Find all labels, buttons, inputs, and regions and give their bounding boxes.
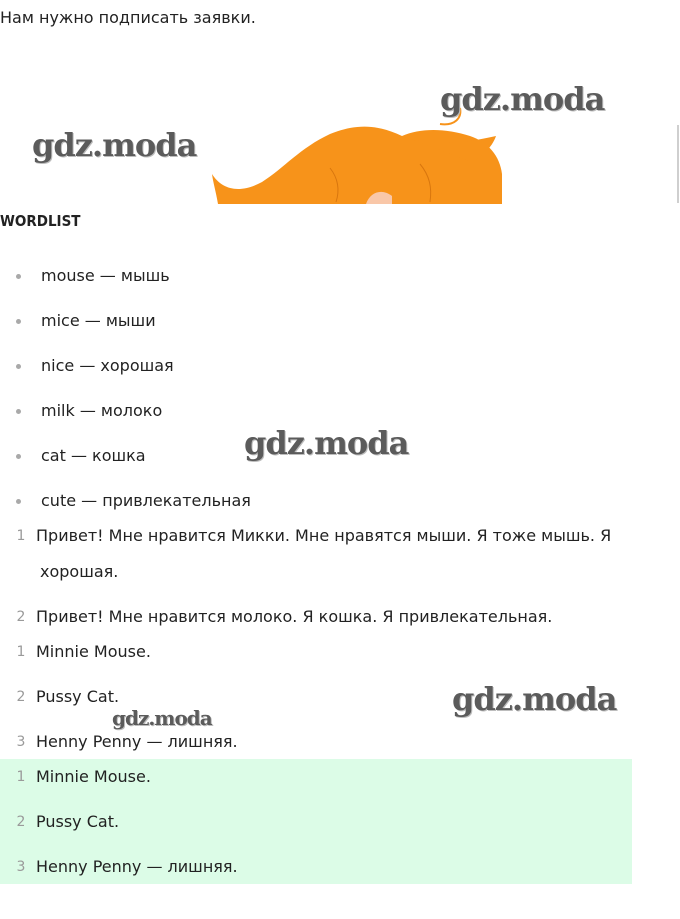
watermark: gdz.moda — [440, 80, 605, 118]
bullet-icon — [16, 319, 21, 324]
item-number: 2 — [16, 814, 26, 830]
item-number: 2 — [16, 689, 26, 705]
watermark: gdz.moda — [244, 424, 409, 462]
item-text: Minnie Mouse. — [36, 767, 151, 786]
divider-line — [677, 125, 679, 203]
item-number: 3 — [16, 734, 26, 750]
item-text: Pussy Cat. — [36, 687, 120, 706]
item-number: 2 — [16, 609, 26, 625]
bullet-icon — [16, 409, 21, 414]
item-number: 3 — [16, 859, 26, 875]
bullet-icon — [16, 364, 21, 369]
intro-text: Нам нужно подписать заявки. — [0, 8, 256, 27]
watermark: gdz.moda — [112, 706, 212, 730]
bullet-icon — [16, 274, 21, 279]
item-text: Henny Penny — лишняя. — [36, 857, 238, 876]
watermark: gdz.moda — [452, 680, 617, 718]
item-text: Привет! Мне нравится Микки. Мне нравятся мыши. Я тоже мышь. Я — [36, 526, 612, 545]
item-text: Pussy Cat. — [36, 812, 120, 831]
wordlist-heading: WORDLIST — [0, 212, 81, 230]
item-text: Minnie Mouse. — [36, 642, 151, 661]
item-number: 1 — [16, 769, 26, 785]
item-text: хорошая. — [40, 562, 119, 581]
bullet-icon — [16, 454, 21, 459]
item-text: Henny Penny — лишняя. — [36, 732, 238, 751]
bullet-icon — [16, 499, 21, 504]
watermark: gdz.moda — [32, 126, 197, 164]
item-number: 1 — [16, 528, 26, 544]
item-text: Привет! Мне нравится молоко. Я кошка. Я привлекательная. — [36, 607, 553, 626]
item-number: 1 — [16, 644, 26, 660]
